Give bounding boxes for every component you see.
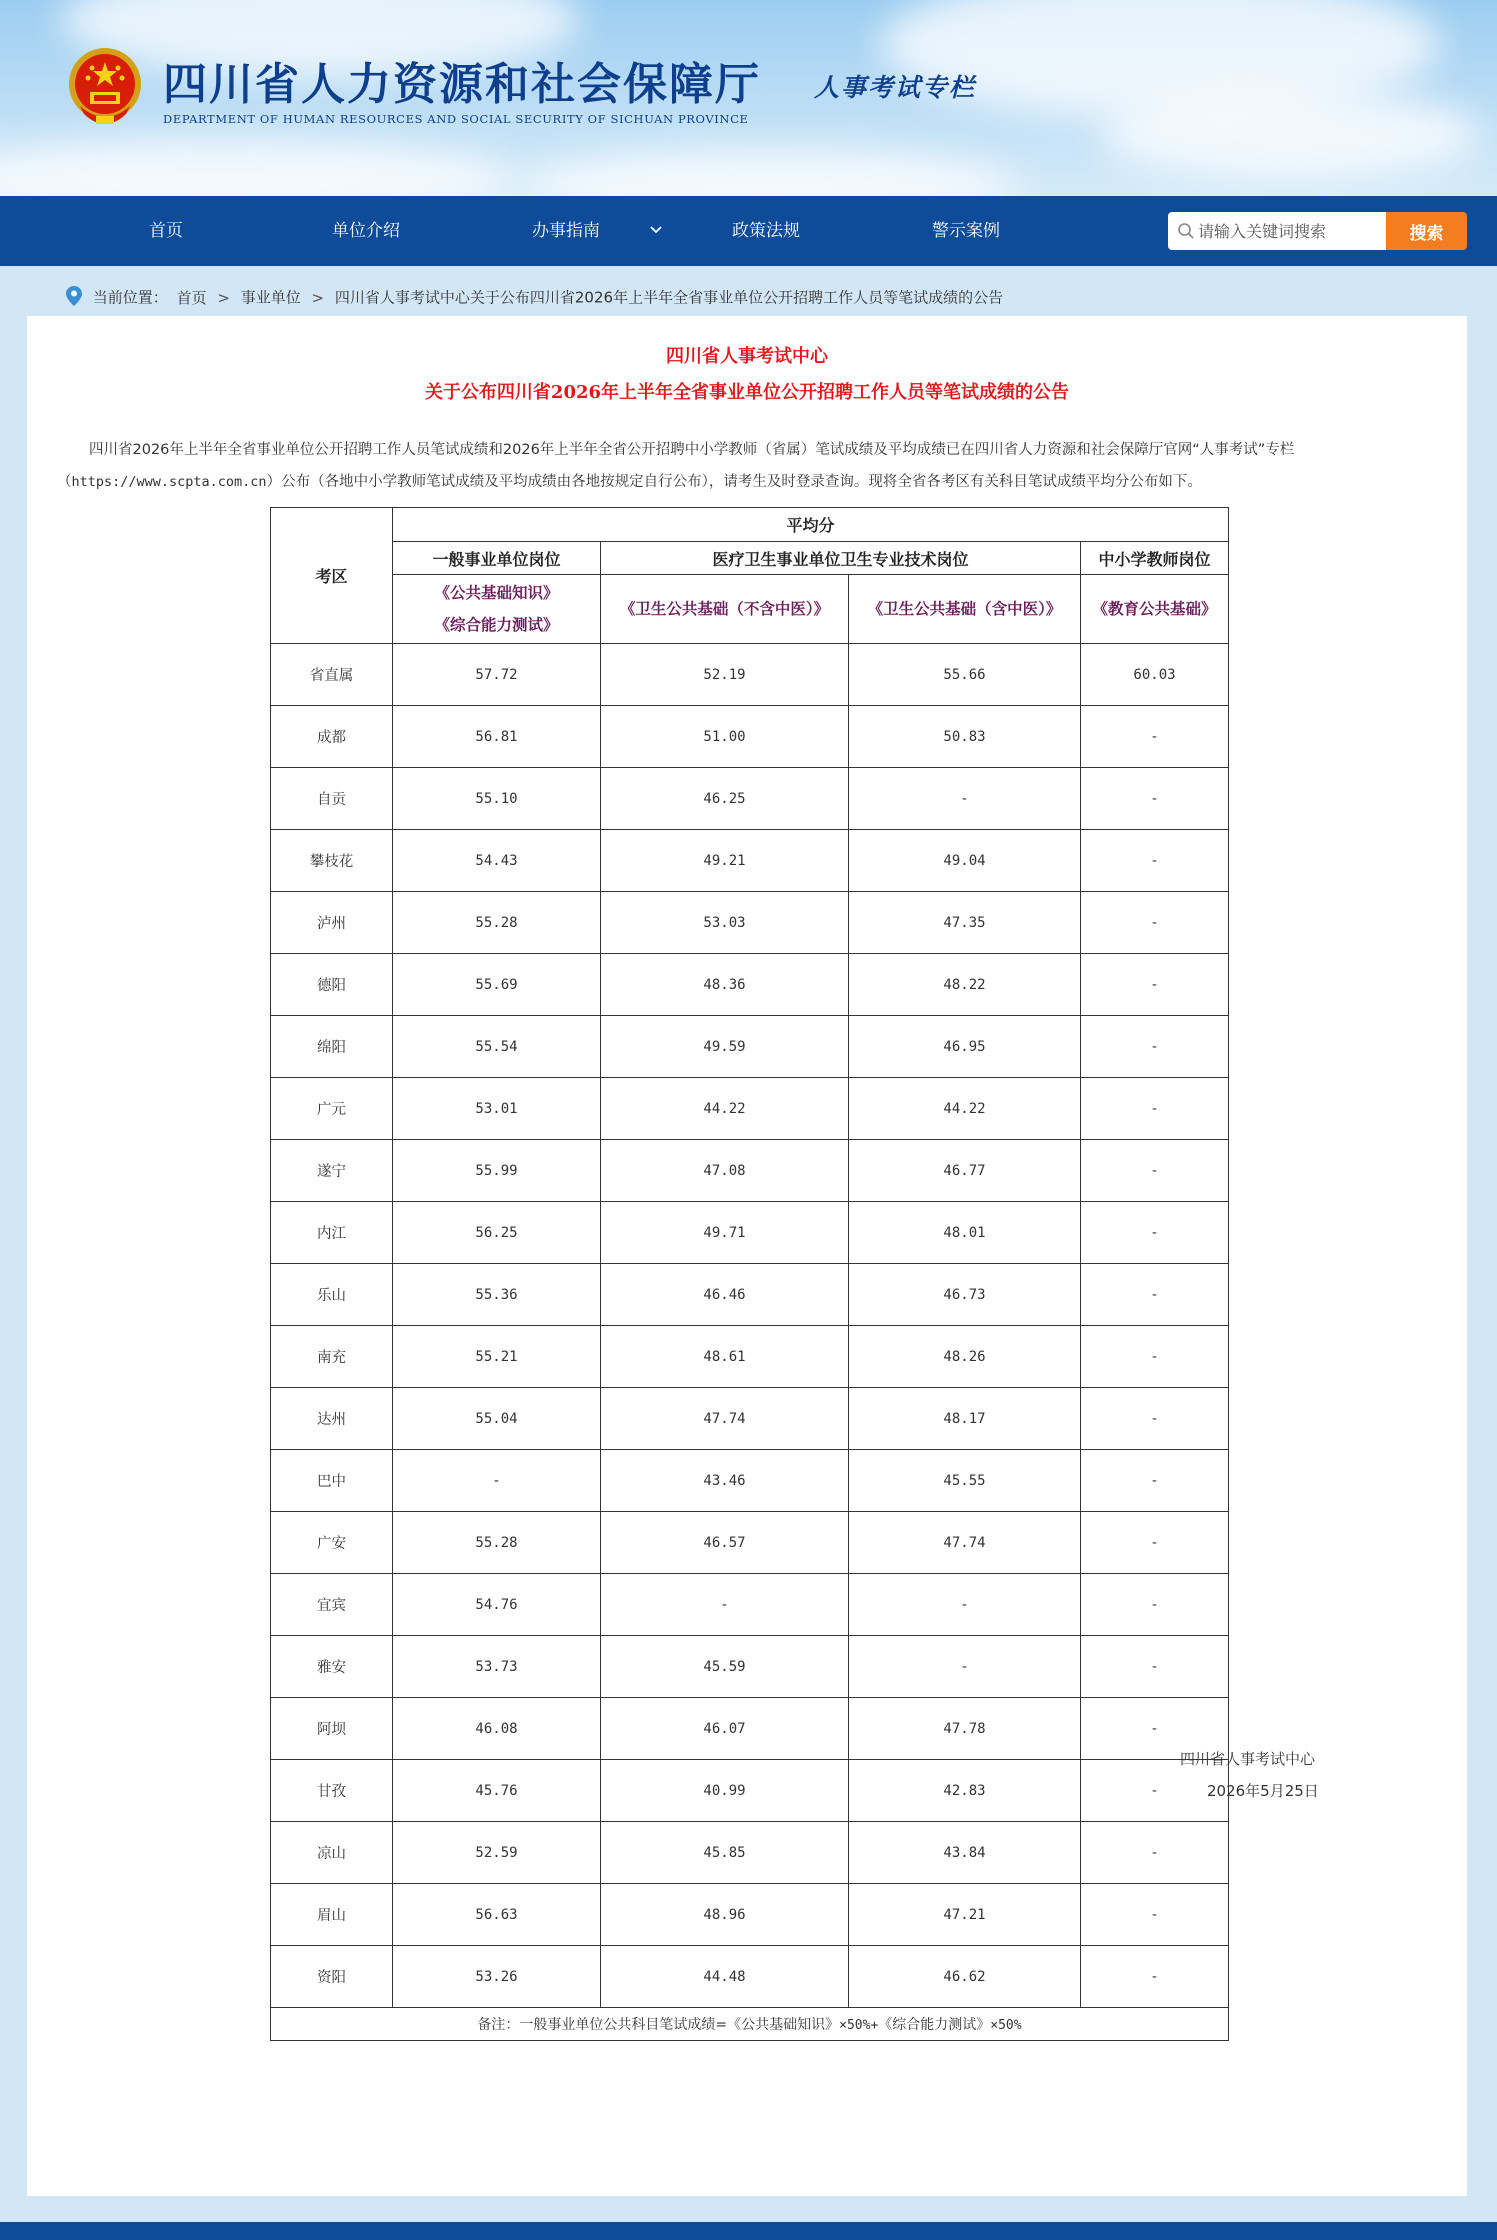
- table-row: [271, 1202, 1229, 1264]
- cell-region: 甘孜: [271, 1760, 393, 1822]
- cell-general: 55.10: [393, 768, 601, 830]
- cell-medical-tcm: 46.73: [849, 1264, 1081, 1326]
- cell-region: 雅安: [271, 1636, 393, 1698]
- cell-medical-tcm: -: [849, 768, 1081, 830]
- cell-medical-tcm: 50.83: [849, 706, 1081, 768]
- cell-medical-tcm: 47.35: [849, 892, 1081, 954]
- cell-medical-tcm: 42.83: [849, 1760, 1081, 1822]
- cell-region: 资阳: [271, 1946, 393, 2008]
- cell-region: 广元: [271, 1078, 393, 1140]
- cell-medical-no-tcm: 49.71: [601, 1202, 849, 1264]
- site-subtitle: DEPARTMENT OF HUMAN RESOURCES AND SOCIAL SECURITY OF SICHUAN PROVINCE: [163, 112, 749, 126]
- cell-region: 遂宁: [271, 1140, 393, 1202]
- cell-general: 46.08: [393, 1698, 601, 1760]
- table-row: [271, 1760, 1229, 1822]
- cell-medical-no-tcm: 49.59: [601, 1016, 849, 1078]
- cell-medical-no-tcm: -: [601, 1574, 849, 1636]
- table-row: [271, 954, 1229, 1016]
- table-row: [271, 1450, 1229, 1512]
- article-intro: 四川省2026年上半年全省事业单位公开招聘工作人员笔试成绩和2026年上半年全省公开招聘中小学教师（省属）笔试成绩及平均成绩已在四川省人力资源和社会保障厅官网“人事考试”专栏（https://www.scpta.com.cn）公布（各地中小学教师笔试成绩及平均成绩由各地按规定自行公布），请考生及时登录查询。现将全省各考区有关科目笔试成绩平均分公布如下。: [57, 442, 1295, 490]
- cell-teacher: -: [1081, 768, 1229, 830]
- table-row: [271, 892, 1229, 954]
- cell-region: 阿坝: [271, 1698, 393, 1760]
- table-row: [271, 768, 1229, 830]
- cell-general: 53.73: [393, 1636, 601, 1698]
- cell-teacher: -: [1081, 1512, 1229, 1574]
- cell-medical-tcm: 55.66: [849, 644, 1081, 706]
- cell-medical-no-tcm: 45.59: [601, 1636, 849, 1698]
- header-sub-medical-no-tcm: 《卫生公共基础（不含中医）》: [601, 575, 849, 644]
- cell-region: 攀枝花: [271, 830, 393, 892]
- header-banner: [0, 0, 1497, 196]
- cell-teacher: -: [1081, 1636, 1229, 1698]
- cell-medical-no-tcm: 47.08: [601, 1140, 849, 1202]
- header-group-general: 一般事业单位岗位: [393, 542, 601, 575]
- publish-date: 2026年5月25日: [1207, 1782, 1319, 1800]
- cell-medical-no-tcm: 53.03: [601, 892, 849, 954]
- nav-item-policy[interactable]: 政策法规: [732, 221, 800, 241]
- cell-medical-no-tcm: 46.57: [601, 1512, 849, 1574]
- table-row: [271, 1822, 1229, 1884]
- cell-teacher: -: [1081, 1698, 1229, 1760]
- cell-medical-tcm: 48.17: [849, 1388, 1081, 1450]
- header-sub-teacher: 《教育公共基础》: [1081, 575, 1229, 644]
- table-row: [271, 1264, 1229, 1326]
- header-sub-medical-tcm: 《卫生公共基础（含中医）》: [849, 575, 1081, 644]
- cell-teacher: -: [1081, 1078, 1229, 1140]
- table-row: [271, 1512, 1229, 1574]
- cell-medical-no-tcm: 44.48: [601, 1946, 849, 2008]
- cell-medical-tcm: 44.22: [849, 1078, 1081, 1140]
- table-row: [271, 1140, 1229, 1202]
- table-row: [271, 1636, 1229, 1698]
- cell-medical-no-tcm: 46.25: [601, 768, 849, 830]
- cell-general: 54.76: [393, 1574, 601, 1636]
- cell-medical-tcm: 49.04: [849, 830, 1081, 892]
- chevron-down-icon[interactable]: [650, 224, 662, 236]
- cell-teacher: -: [1081, 1326, 1229, 1388]
- table-row: [271, 706, 1229, 768]
- cell-medical-no-tcm: 51.00: [601, 706, 849, 768]
- cell-medical-no-tcm: 52.19: [601, 644, 849, 706]
- cell-general: 54.43: [393, 830, 601, 892]
- cell-teacher: -: [1081, 1264, 1229, 1326]
- cell-medical-tcm: -: [849, 1636, 1081, 1698]
- breadcrumb-prefix: 当前位置：: [92, 288, 168, 307]
- nav-item-cases[interactable]: 警示案例: [932, 221, 1000, 241]
- cell-medical-tcm: 47.74: [849, 1512, 1081, 1574]
- cell-region: 乐山: [271, 1264, 393, 1326]
- cell-medical-tcm: 48.22: [849, 954, 1081, 1016]
- table-row: [271, 1326, 1229, 1388]
- table-row: [271, 1884, 1229, 1946]
- search-input[interactable]: [1198, 212, 1384, 250]
- national-emblem-icon: [66, 44, 144, 130]
- cell-medical-no-tcm: 47.74: [601, 1388, 849, 1450]
- cell-region: 巴中: [271, 1450, 393, 1512]
- signature: 四川省人事考试中心: [1180, 1750, 1316, 1768]
- table-row: [271, 1078, 1229, 1140]
- table-row: [271, 1388, 1229, 1450]
- cell-general: 55.28: [393, 892, 601, 954]
- cell-teacher: -: [1081, 892, 1229, 954]
- cell-medical-no-tcm: 49.21: [601, 830, 849, 892]
- cell-general: 55.36: [393, 1264, 601, 1326]
- cell-teacher: -: [1081, 1140, 1229, 1202]
- cell-medical-tcm: -: [849, 1574, 1081, 1636]
- cell-medical-tcm: 45.55: [849, 1450, 1081, 1512]
- cell-teacher: -: [1081, 830, 1229, 892]
- cell-general: 55.54: [393, 1016, 601, 1078]
- cell-region: 内江: [271, 1202, 393, 1264]
- nav-item-about[interactable]: 单位介绍: [332, 221, 400, 241]
- table-row: [271, 644, 1229, 706]
- breadcrumb-separator: >: [217, 288, 230, 307]
- cell-general: 52.59: [393, 1822, 601, 1884]
- cell-medical-tcm: 46.77: [849, 1140, 1081, 1202]
- table-row: [271, 1574, 1229, 1636]
- cell-teacher: -: [1081, 1884, 1229, 1946]
- cell-region: 南充: [271, 1326, 393, 1388]
- location-pin-icon: [66, 286, 82, 306]
- cell-region: 省直属: [271, 644, 393, 706]
- cell-teacher: -: [1081, 1822, 1229, 1884]
- cell-general: 55.69: [393, 954, 601, 1016]
- header-sub-general: 《公共基础知识》 《综合能力测试》: [393, 575, 601, 644]
- cell-region: 绵阳: [271, 1016, 393, 1078]
- cell-medical-no-tcm: 48.36: [601, 954, 849, 1016]
- cell-general: 55.99: [393, 1140, 601, 1202]
- cell-general: 55.04: [393, 1388, 601, 1450]
- cell-region: 眉山: [271, 1884, 393, 1946]
- cell-medical-tcm: 46.62: [849, 1946, 1081, 2008]
- cell-medical-tcm: 43.84: [849, 1822, 1081, 1884]
- breadcrumb-category[interactable]: 事业单位: [240, 288, 301, 307]
- cell-general: 57.72: [393, 644, 601, 706]
- cell-region: 成都: [271, 706, 393, 768]
- cell-teacher: -: [1081, 1450, 1229, 1512]
- column-title: 人事考试专栏: [814, 73, 977, 102]
- table-row: [271, 1946, 1229, 2008]
- cell-medical-no-tcm: 43.46: [601, 1450, 849, 1512]
- breadcrumb-separator: >: [311, 288, 325, 307]
- cell-teacher: -: [1081, 1574, 1229, 1636]
- cell-teacher: -: [1081, 1388, 1229, 1450]
- cell-medical-no-tcm: 46.46: [601, 1264, 849, 1326]
- cell-region: 德阳: [271, 954, 393, 1016]
- cell-region: 宜宾: [271, 1574, 393, 1636]
- cell-medical-tcm: 46.95: [849, 1016, 1081, 1078]
- cell-region: 达州: [271, 1388, 393, 1450]
- cell-teacher: -: [1081, 954, 1229, 1016]
- article-title: 关于公布四川省2026年上半年全省事业单位公开招聘工作人员等笔试成绩的公告: [424, 382, 1070, 403]
- table-row: [271, 830, 1229, 892]
- search-box: [1168, 212, 1386, 250]
- header-region: 考区: [271, 508, 393, 644]
- header-average: 平均分: [393, 508, 1229, 542]
- cell-general: 56.25: [393, 1202, 601, 1264]
- nav-item-guide[interactable]: 办事指南: [532, 221, 600, 241]
- cell-teacher: 60.03: [1081, 644, 1229, 706]
- cell-general: 53.26: [393, 1946, 601, 2008]
- cell-region: 凉山: [271, 1822, 393, 1884]
- cell-medical-no-tcm: 48.61: [601, 1326, 849, 1388]
- cell-teacher: -: [1081, 1760, 1229, 1822]
- cell-region: 广安: [271, 1512, 393, 1574]
- cell-region: 自贡: [271, 768, 393, 830]
- cell-teacher: -: [1081, 1946, 1229, 2008]
- cell-general: 55.21: [393, 1326, 601, 1388]
- header-group-teacher: 中小学教师岗位: [1081, 542, 1229, 575]
- cell-medical-tcm: 48.01: [849, 1202, 1081, 1264]
- table-row: [271, 1698, 1229, 1760]
- breadcrumb-home[interactable]: 首页: [176, 288, 207, 307]
- cell-medical-no-tcm: 45.85: [601, 1822, 849, 1884]
- table-row: [271, 1016, 1229, 1078]
- cell-medical-tcm: 48.26: [849, 1326, 1081, 1388]
- intro-url: https://www.scpta.com.cn: [71, 474, 267, 490]
- score-table: [270, 507, 1229, 2041]
- header-group-medical: 医疗卫生事业单位卫生专业技术岗位: [601, 542, 1081, 575]
- cell-medical-no-tcm: 40.99: [601, 1760, 849, 1822]
- table-note: 备注：一般事业单位公共科目笔试成绩=《公共基础知识》×50%+《综合能力测试》×50%: [271, 2008, 1229, 2041]
- cell-general: 45.76: [393, 1760, 601, 1822]
- cell-general: 55.28: [393, 1512, 601, 1574]
- cell-teacher: -: [1081, 1202, 1229, 1264]
- site-title: 四川省人力资源和社会保障厅: [163, 59, 761, 110]
- search-icon: [1177, 222, 1195, 240]
- cell-general: 53.01: [393, 1078, 601, 1140]
- cell-region: 泸州: [271, 892, 393, 954]
- cell-medical-tcm: 47.21: [849, 1884, 1081, 1946]
- cell-medical-tcm: 47.78: [849, 1698, 1081, 1760]
- footer-bar: [0, 2222, 1497, 2240]
- article-card: [27, 316, 1467, 2196]
- cell-teacher: -: [1081, 706, 1229, 768]
- breadcrumb: [66, 284, 1003, 310]
- cell-teacher: -: [1081, 1016, 1229, 1078]
- cell-general: 56.81: [393, 706, 601, 768]
- breadcrumb-current: 四川省人事考试中心关于公布四川省2026年上半年全省事业单位公开招聘工作人员等笔试成绩的公告: [334, 288, 1004, 307]
- nav-item-home[interactable]: 首页: [149, 221, 183, 241]
- cell-medical-no-tcm: 48.96: [601, 1884, 849, 1946]
- cell-medical-no-tcm: 44.22: [601, 1078, 849, 1140]
- cell-general: 56.63: [393, 1884, 601, 1946]
- search-button[interactable]: 搜索: [1386, 212, 1467, 250]
- cell-general: -: [393, 1450, 601, 1512]
- cell-medical-no-tcm: 46.07: [601, 1698, 849, 1760]
- article-publisher: 四川省人事考试中心: [666, 346, 828, 367]
